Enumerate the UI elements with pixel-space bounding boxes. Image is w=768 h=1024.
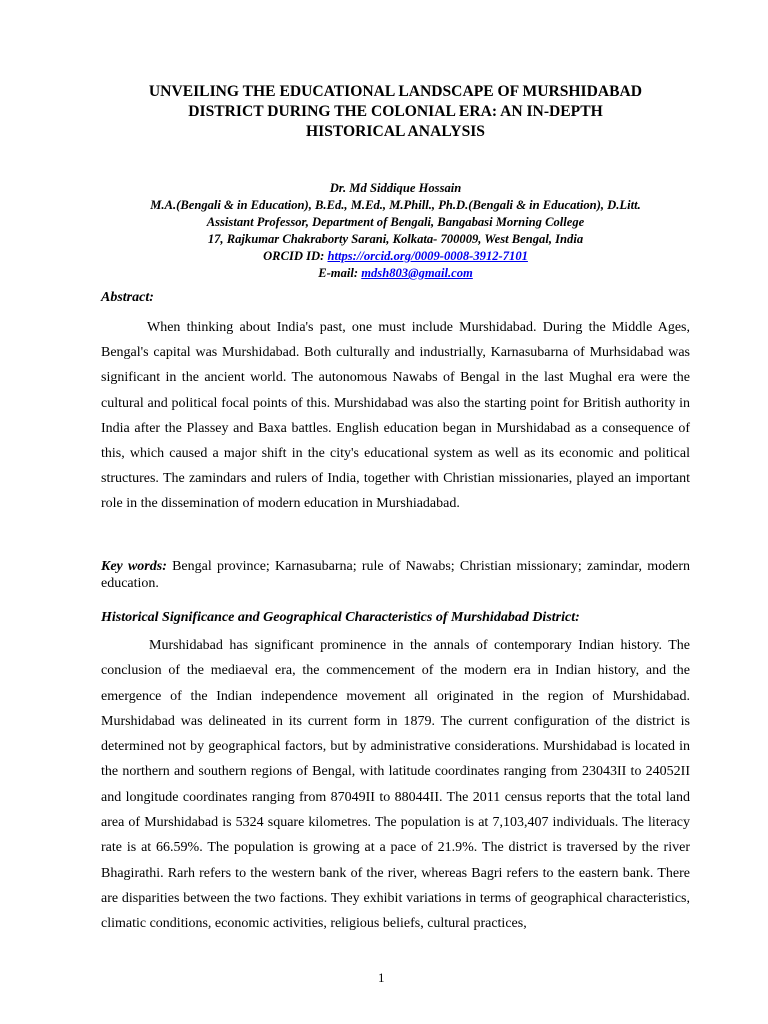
keywords-text: Bengal province; Karnasubarna; rule of Nawabs; Christian missionary; zamindar, modern education. — [101, 559, 690, 591]
abstract-heading: Abstract: — [101, 290, 154, 305]
title-line: DISTRICT DURING THE COLONIAL ERA: AN IN-DEPTH — [188, 103, 603, 120]
orcid-label: ORCID ID: — [263, 249, 328, 263]
author-position: Assistant Professor, Department of Bengali, Bangabasi Morning College — [206, 215, 585, 229]
keywords-label: Key words: — [101, 559, 167, 574]
author-orcid — [101, 248, 690, 265]
author-name: Dr. Md Siddique Hossain — [329, 181, 462, 195]
page-number: 1 — [378, 970, 385, 985]
title-line: HISTORICAL ANALYSIS — [306, 123, 485, 140]
section-heading: Historical Significance and Geographical Characteristics of Murshidabad District: — [101, 610, 580, 625]
author-email — [101, 265, 690, 282]
title-line: UNVEILING THE EDUCATIONAL LANDSCAPE OF MURSHIDABAD — [148, 83, 643, 100]
paper-title — [101, 82, 690, 142]
author-degrees: M.A.(Bengali & in Education), B.Ed., M.Ed., M.Phill., Ph.D.(Bengali & in Education), D.Litt. — [150, 198, 641, 212]
abstract-text: When thinking about India's past, one must include Murshidabad. During the Middle Ages, Bengal's capital was Murshidabad. Both culturally and industrially, Karnasubarna of Murhsidabad was significant in the ancient world. The autonomous Nawabs of Bengal in the last Mughal era were the cultural and political focal points of this. Murshidabad was also the starting point for British authority in India after the Plassey and Baxa battles. English education began in Murshidabad as a consequence of this, which caused a major shift in the city's educational system as well as its economic and political structures. The zamindars and rulers of India, together with Christian missionaries, played an important role in the dissemination of modern education in Murshiadabad. — [101, 320, 690, 512]
author-block — [101, 180, 690, 282]
email-link[interactable]: mdsh803@gmail.com — [361, 266, 473, 280]
keywords — [101, 558, 690, 592]
author-address: 17, Rajkumar Chakraborty Sarani, Kolkata- 700009, West Bengal, India — [207, 232, 584, 246]
orcid-link[interactable]: https://orcid.org/0009-0008-3912-7101 — [327, 249, 528, 263]
section-body: Murshidabad has significant prominence in the annals of contemporary Indian history. The conclusion of the mediaeval era, the commencement of the modern era in Indian history, and the emergence of the Indian independence movement all originated in the region of Murshidabad. Murshidabad was delineated in its current form in 1879. The current configuration of the district is determined not by geographical factors, but by administrative considerations. Murshidabad is located in the northern and southern regions of Bengal, with latitude coordinates ranging from 23043II to 24052II and longitude coordinates ranging from 87049II to 88044II. The 2011 census reports that the total land area of Murshidabad is 5324 square kilometres. The population is at 7,103,407 individuals. The literacy rate is at 66.59%. The population is growing at a pace of 21.9%. The district is traversed by the river Bhagirathi. Rarh refers to the western bank of the river, whereas Bagri refers to the eastern bank. There are disparities between the two factions. They exhibit variations in terms of geographical characteristics, climatic conditions, economic activities, religious beliefs, cultural practices, — [101, 638, 690, 932]
email-label: E-mail: — [318, 266, 362, 280]
